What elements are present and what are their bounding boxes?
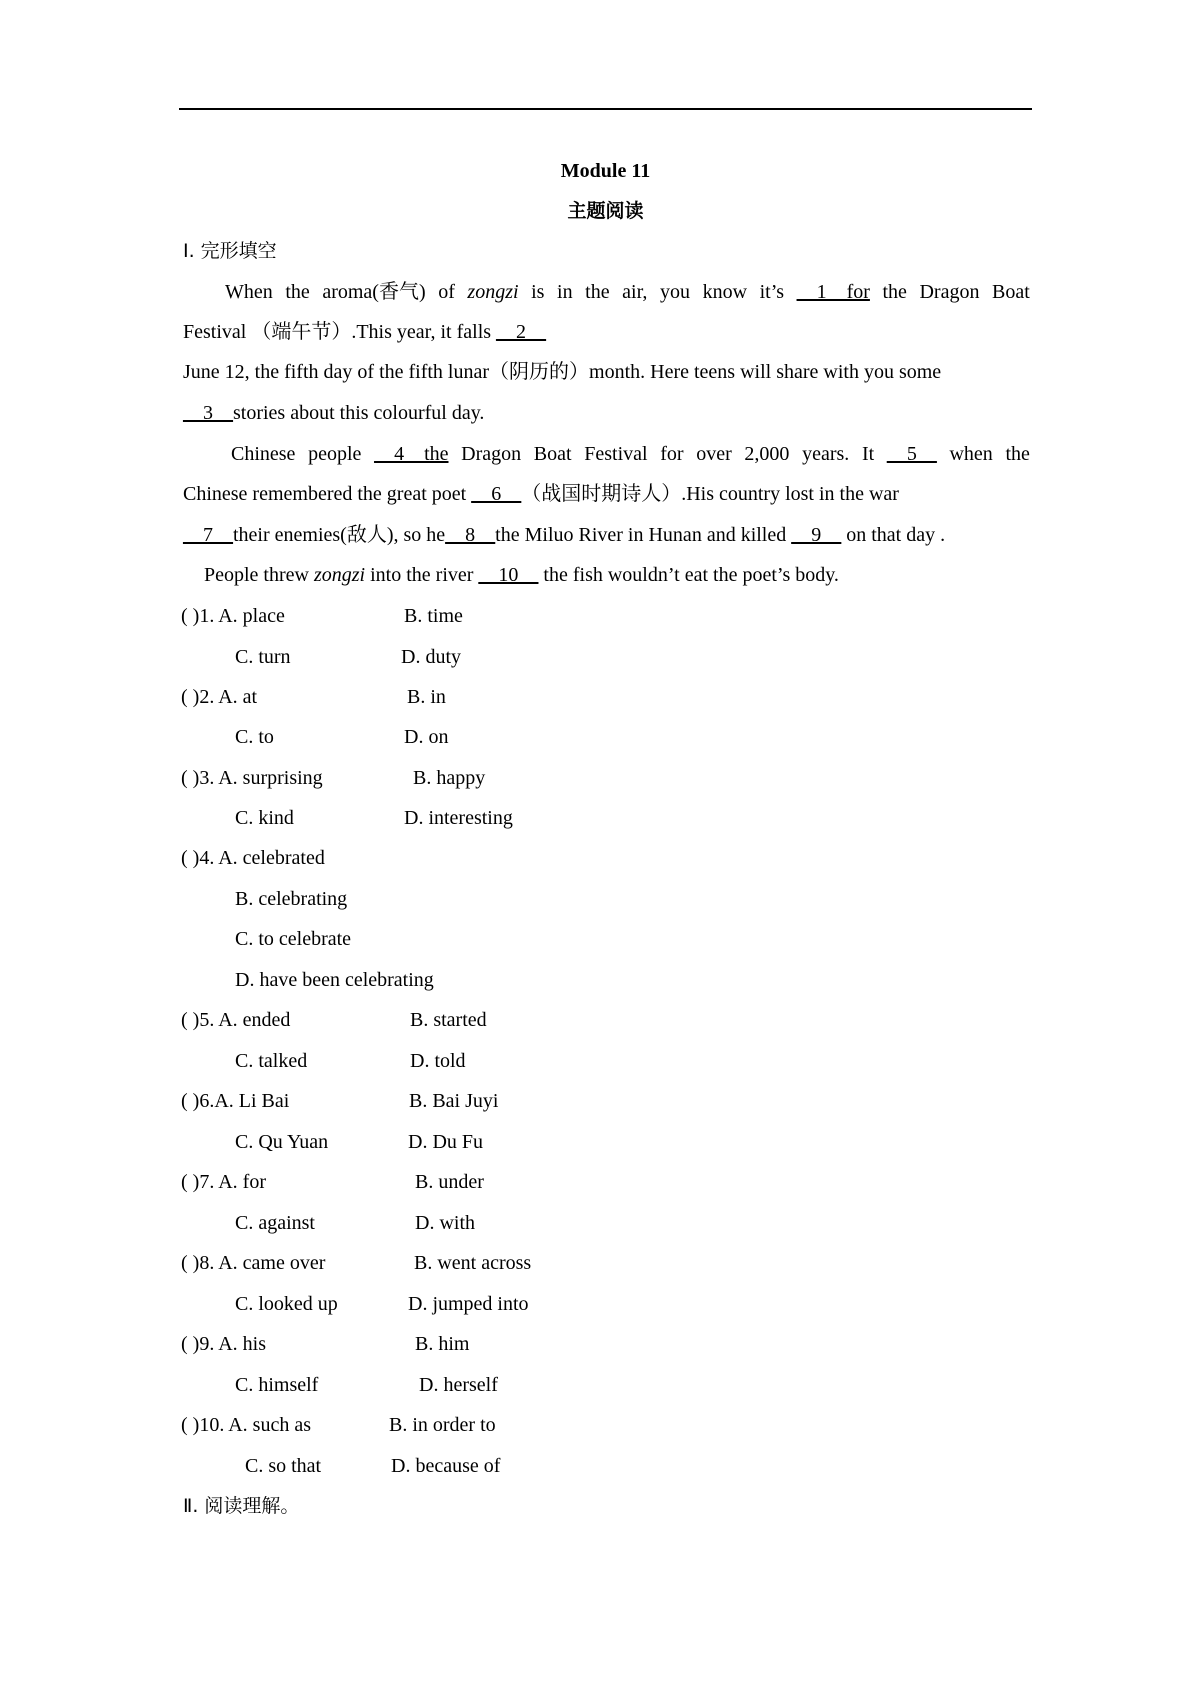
passage-text: their enemies(敌人), so he [233, 524, 446, 546]
passage-text: （战国时期诗人）.His country lost in the war [521, 483, 899, 505]
question-5-option-d: D. told [410, 1050, 466, 1072]
question-10-option-d: D. because of [391, 1455, 501, 1477]
passage-word: is [531, 281, 545, 303]
passage-text: on that day . [841, 524, 946, 546]
question-2-option-d: D. on [404, 726, 449, 748]
question-5: ( )5. A. ended [181, 1009, 291, 1031]
question-6-option-c: C. Qu Yuan [235, 1131, 329, 1153]
question-8-option-b: B. went across [414, 1252, 532, 1274]
passage-word: it’s [759, 281, 785, 303]
passage-word: __1__for [796, 281, 870, 303]
module-title: Module 11 [560, 160, 651, 182]
blank-9: __9__ [791, 524, 842, 546]
question-3-option-b: B. happy [413, 767, 486, 789]
question-4: ( )4. A. celebrated [181, 847, 325, 869]
section-1-heading: Ⅰ. 完形填空 [183, 240, 277, 262]
question-9: ( )9. A. his [181, 1333, 266, 1355]
passage-word: Festival [584, 443, 648, 465]
question-1-option-d: D. duty [401, 646, 461, 668]
question-8-option-d: D. jumped into [408, 1293, 529, 1315]
passage-word: zongzi [467, 281, 519, 303]
passage-word: aroma(香气) [322, 281, 426, 303]
section-2-heading: Ⅱ. 阅读理解。 [183, 1495, 300, 1517]
passage-word: 2,000 [744, 443, 790, 465]
header-rule [179, 108, 1032, 110]
question-3-option-d: D. interesting [404, 807, 513, 829]
passage-word: the [585, 281, 610, 303]
question-8: ( )8. A. came over [181, 1252, 326, 1274]
passage-line-3: June 12, the fifth day of the fifth lunar（阴历的）month. Here teens will share with you some [183, 361, 942, 383]
passage-word: in [557, 281, 573, 303]
passage-text: into the river [365, 564, 479, 586]
question-7: ( )7. A. for [181, 1171, 266, 1193]
passage-word: __4__the [374, 443, 449, 465]
passage-line-7 [183, 523, 945, 547]
passage-word: people [308, 443, 362, 465]
passage-word: the [285, 281, 310, 303]
passage-line-1 [225, 280, 1030, 304]
passage-line-2 [183, 320, 546, 344]
question-9-option-c: C. himself [235, 1374, 319, 1396]
passage-text: stories about this colourful day. [233, 402, 485, 424]
passage-word: the [882, 281, 907, 303]
question-4-option-c: C. to celebrate [235, 928, 352, 950]
question-9-option-d: D. herself [419, 1374, 498, 1396]
blank-7: __7__ [183, 524, 233, 546]
question-8-option-c: C. looked up [235, 1293, 338, 1315]
passage-line-4 [183, 401, 484, 425]
passage-word: __5__ [886, 443, 937, 465]
question-9-option-b: B. him [415, 1333, 470, 1355]
question-1-option-b: B. time [404, 605, 463, 627]
passage-word: Dragon [461, 443, 522, 465]
subtitle: 主题阅读 [567, 200, 644, 222]
question-7-option-c: C. against [235, 1212, 315, 1234]
passage-word: It [861, 443, 875, 465]
question-6-option-b: B. Bai Juyi [409, 1090, 499, 1112]
question-3: ( )3. A. surprising [181, 767, 323, 789]
passage-word: air, [622, 281, 648, 303]
passage-word: the [1005, 443, 1030, 465]
question-3-option-c: C. kind [235, 807, 294, 829]
blank-8: __8__ [445, 524, 496, 546]
question-5-option-b: B. started [410, 1009, 487, 1031]
passage-word: over [696, 443, 732, 465]
blank-10: __10__ [478, 564, 539, 586]
blank-2: __2__ [496, 321, 547, 343]
question-1: ( )1. A. place [181, 605, 285, 627]
question-10-option-b: B. in order to [389, 1414, 496, 1436]
passage-word: of [438, 281, 455, 303]
passage-text: Festival （端午节）.This year, it falls [183, 321, 497, 343]
blank-3: __3__ [183, 402, 233, 424]
passage-word: Boat [533, 443, 572, 465]
question-1-option-c: C. turn [235, 646, 291, 668]
passage-word: you [660, 281, 690, 303]
question-6: ( )6.A. Li Bai [181, 1090, 290, 1112]
passage-text: People threw [204, 564, 314, 586]
question-6-option-d: D. Du Fu [408, 1131, 484, 1153]
question-2: ( )2. A. at [181, 686, 258, 708]
passage-text: the fish wouldn’t eat the poet’s body. [538, 564, 839, 586]
passage-word: years. [802, 443, 850, 465]
passage-line-5 [231, 442, 1030, 466]
passage-word: Dragon [919, 281, 980, 303]
passage-line-6 [183, 482, 899, 506]
question-7-option-b: B. under [415, 1171, 484, 1193]
question-10-option-c: C. so that [245, 1455, 322, 1477]
passage-word: when [949, 443, 993, 465]
passage-text: Chinese remembered the great poet [183, 483, 472, 505]
question-7-option-d: D. with [415, 1212, 475, 1234]
passage-word: for [660, 443, 684, 465]
blank-6: __6__ [471, 483, 522, 505]
passage-italic-zongzi: zongzi [313, 564, 366, 586]
passage-word: know [702, 281, 748, 303]
question-10: ( )10. A. such as [181, 1414, 311, 1436]
passage-word: Chinese [231, 443, 296, 465]
question-4-option-d: D. have been celebrating [235, 969, 434, 991]
question-5-option-c: C. talked [235, 1050, 308, 1072]
passage-word: When [225, 281, 273, 303]
passage-line-8 [204, 563, 839, 587]
question-2-option-b: B. in [407, 686, 446, 708]
passage-text: the Miluo River in Hunan and killed [495, 524, 792, 546]
question-4-option-b: B. celebrating [235, 888, 348, 910]
question-2-option-c: C. to [235, 726, 274, 748]
passage-word: Boat [992, 281, 1030, 303]
